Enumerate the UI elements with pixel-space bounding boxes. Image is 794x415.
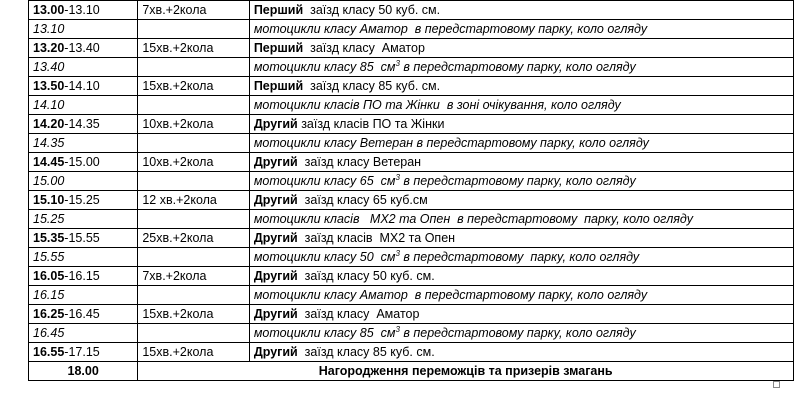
time-cell [29,153,138,172]
heat-description: заїзд класу 50 куб. см. [303,2,441,17]
description-cell [249,305,793,324]
time-cell [29,20,138,39]
race-row [29,343,794,362]
duration: 15хв.+2кола [142,306,214,321]
description-cell [249,96,793,115]
heat-description: заїзд класу 85 куб. см. [303,78,441,93]
duration-cell [138,77,249,96]
duration-cell [138,115,249,134]
inspection-time: 15.25 [33,211,65,226]
duration: 15хв.+2кола [142,40,214,55]
time-cell [29,362,138,381]
schedule-body [29,1,794,381]
heat-description: заїзд класу 85 куб. см. [297,344,435,359]
description-cell [249,324,793,343]
inspection-text: мотоцикли класів ПО та Жінки в зоні очікування, коло огляду [253,97,621,112]
inspection-row [29,172,794,191]
duration-cell [138,134,249,153]
inspection-text: мотоцикли класу 85 см [253,59,396,74]
duration-cell [138,191,249,210]
description-cell [249,267,793,286]
duration-cell [138,153,249,172]
duration-cell [138,58,249,77]
end-time: -16.45 [64,306,100,321]
duration: 10хв.+2кола [142,154,214,169]
end-time: -14.35 [64,116,100,131]
inspection-row [29,96,794,115]
inspection-text: мотоцикли класів МХ2 та Опен в передстартовому парку, коло огляду [253,211,693,226]
time-cell [29,210,138,229]
inspection-time: 15.00 [33,173,65,188]
heat-description: заїзд класу Ветеран [297,154,422,169]
heat-label: Перший [253,2,304,17]
time-cell [29,39,138,58]
heat-label: Перший [253,78,304,93]
end-time: -15.00 [64,154,100,169]
duration: 7хв.+2кола [142,268,207,283]
awards-time: 18.00 [67,363,99,378]
heat-description: заїзд класів ПО та Жінки [297,116,445,131]
heat-label: Другий [253,192,298,207]
end-time: -17.15 [64,344,100,359]
inspection-text-rest: в передстартовому парку, коло огляду [399,173,636,188]
duration-cell [138,267,249,286]
end-time: -13.10 [64,2,100,17]
inspection-row [29,134,794,153]
awards-row [29,362,794,381]
description-cell [249,343,793,362]
duration-cell [138,248,249,267]
inspection-row [29,20,794,39]
duration-cell [138,286,249,305]
duration-cell [138,1,249,20]
duration: 10хв.+2кола [142,116,214,131]
table-resize-handle[interactable] [773,381,780,388]
duration-cell [138,96,249,115]
time-cell [29,172,138,191]
time-cell [29,305,138,324]
duration-cell [138,305,249,324]
start-time: 16.25 [33,306,65,321]
start-time: 16.05 [33,268,65,283]
end-time: -13.40 [64,40,100,55]
time-cell [29,324,138,343]
inspection-row [29,286,794,305]
description-cell [249,191,793,210]
start-time: 16.55 [33,344,65,359]
race-row [29,115,794,134]
superscript: 3 [395,248,400,258]
description-cell [249,172,793,191]
superscript: 3 [395,324,400,334]
duration-cell [138,39,249,58]
heat-label: Другий [253,116,298,131]
time-cell [29,77,138,96]
race-row [29,77,794,96]
start-time: 14.20 [33,116,65,131]
inspection-time: 16.45 [33,325,65,340]
time-cell [29,343,138,362]
duration-cell [138,20,249,39]
start-time: 13.50 [33,78,65,93]
duration-cell [138,172,249,191]
inspection-time: 16.15 [33,287,65,302]
race-row [29,305,794,324]
duration-cell [138,210,249,229]
duration-cell [138,324,249,343]
description-cell [249,58,793,77]
heat-description: заїзд класу 50 куб. см. [297,268,435,283]
inspection-time: 15.55 [33,249,65,264]
start-time: 15.35 [33,230,65,245]
duration: 12 хв.+2кола [142,192,217,207]
description-cell [249,134,793,153]
inspection-row [29,324,794,343]
description-cell [249,210,793,229]
start-time: 14.45 [33,154,65,169]
race-row [29,267,794,286]
duration: 7хв.+2кола [142,2,207,17]
end-time: -16.15 [64,268,100,283]
heat-label: Другий [253,268,298,283]
race-row [29,229,794,248]
inspection-row [29,210,794,229]
heat-label: Другий [253,154,298,169]
end-time: -15.55 [64,230,100,245]
duration: 15хв.+2кола [142,344,214,359]
inspection-row [29,58,794,77]
inspection-text-rest: в передстартовому парку, коло огляду [399,59,636,74]
heat-description: заїзд класу Аматор [303,40,425,55]
description-cell [249,153,793,172]
duration: 15хв.+2кола [142,78,214,93]
heat-description: заїзд класу 65 куб.см [297,192,428,207]
heat-description: заїзд класів МХ2 та Опен [297,230,456,245]
end-time: -14.10 [64,78,100,93]
time-cell [29,1,138,20]
time-cell [29,229,138,248]
duration: 25хв.+2кола [142,230,214,245]
inspection-time: 13.40 [33,59,65,74]
time-cell [29,96,138,115]
description-cell [249,229,793,248]
time-cell [29,286,138,305]
race-row [29,39,794,58]
description-cell [249,77,793,96]
start-time: 15.10 [33,192,65,207]
race-row [29,1,794,20]
inspection-time: 14.10 [33,97,65,112]
description-cell [138,362,794,381]
race-schedule-table [28,0,794,381]
time-cell [29,115,138,134]
inspection-text: мотоцикли класу 65 см [253,173,396,188]
heat-label: Другий [253,306,298,321]
description-cell [249,248,793,267]
inspection-text: мотоцикли класу Аматор в передстартовому парку, коло огляду [253,21,648,36]
inspection-text: мотоцикли класу 50 см [253,249,396,264]
inspection-time: 14.35 [33,135,65,150]
superscript: 3 [395,58,400,68]
inspection-text: мотоцикли класу 85 см [253,325,396,340]
start-time: 13.20 [33,40,65,55]
end-time: -15.25 [64,192,100,207]
heat-description: заїзд класу Аматор [297,306,420,321]
heat-label: Перший [253,40,304,55]
race-row [29,153,794,172]
inspection-time: 13.10 [33,21,65,36]
inspection-text-rest: в передстартовому парку, коло огляду [399,249,640,264]
heat-label: Другий [253,344,298,359]
inspection-row [29,248,794,267]
description-cell [249,286,793,305]
description-cell [249,115,793,134]
time-cell [29,191,138,210]
inspection-text: мотоцикли класу Ветеран в передстартовому парку, коло огляду [253,135,649,150]
inspection-text: мотоцикли класу Аматор в передстартовому парку, коло огляду [253,287,648,302]
superscript: 3 [395,172,400,182]
time-cell [29,248,138,267]
description-cell [249,20,793,39]
duration-cell [138,343,249,362]
time-cell [29,267,138,286]
awards-text: Нагородження переможців та призерів змагань [318,363,613,378]
race-row [29,191,794,210]
duration-cell [138,229,249,248]
description-cell [249,39,793,58]
time-cell [29,58,138,77]
time-cell [29,134,138,153]
start-time: 13.00 [33,2,65,17]
heat-label: Другий [253,230,298,245]
inspection-text-rest: в передстартовому парку, коло огляду [399,325,636,340]
description-cell [249,1,793,20]
